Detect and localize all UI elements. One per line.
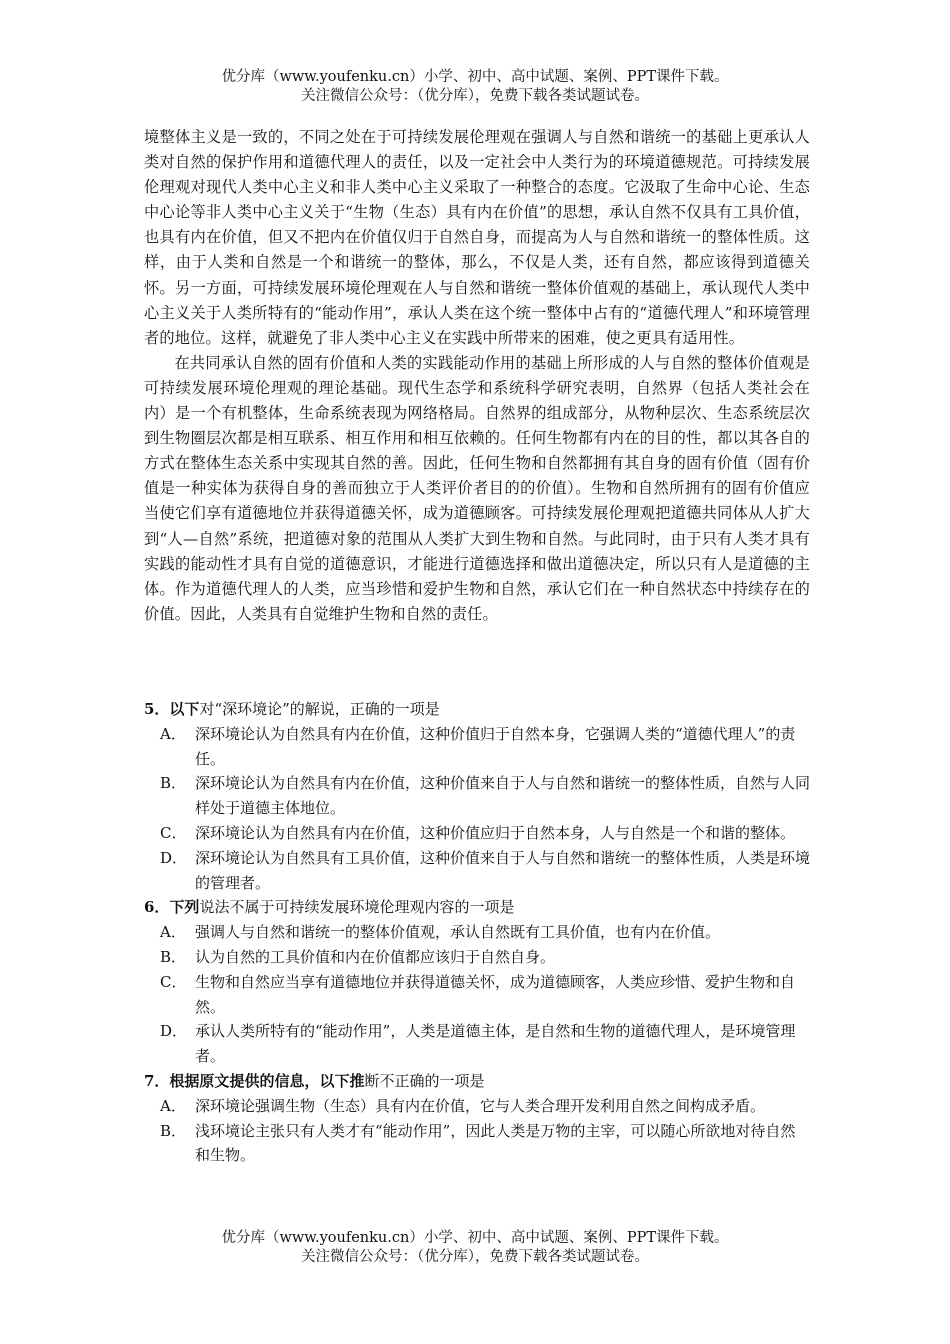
option-text: 浅环境论主张只有人类才有“能动作用”，因此人类是万物的主宰，可以随心所欲地对待自然和生物。 [195, 1121, 796, 1165]
question-7-text: 断不正确的一项是 [364, 1071, 485, 1090]
option-letter: A． [160, 923, 186, 942]
question-6-option-c [144, 970, 810, 1020]
option-letter: D． [160, 1022, 188, 1041]
page-footer [0, 1229, 950, 1267]
header-line-1: 优分库（www.youfenku.cn）小学、初中、高中试题、案例、PPT课件下载。 [221, 69, 729, 85]
option-text: 深环境论认为自然具有内在价值，这种价值归于自然本身，它强调人类的“道德代理人”的责任。 [195, 724, 796, 768]
option-letter: A． [160, 724, 186, 743]
option-text: 深环境论认为自然具有内在价值，这种价值来自于人与自然和谐统一的整体性质，自然与人同样处于道德主体地位。 [195, 774, 811, 818]
question-7-option-b [144, 1119, 810, 1169]
question-5-option-d [144, 846, 810, 896]
article-body [144, 125, 810, 627]
question-5-option-b [144, 771, 810, 821]
question-5-text: 对“深环境论”的解说，正确的一项是 [199, 700, 440, 718]
question-6 [144, 895, 810, 1069]
option-text: 强调人与自然和谐统一的整体价值观，承认自然既有工具价值，也有内在价值。 [195, 923, 721, 942]
option-letter: B． [160, 1121, 187, 1140]
question-5-option-c [144, 821, 810, 846]
question-7-stem [144, 1069, 810, 1094]
question-5 [144, 697, 810, 895]
article-paragraph-2: 在共同承认自然的固有价值和人类的实践能动作用的基础上所形成的人与自然的整体价值观是可持续发展环境伦理观的理论基础。现代生态学和系统科学研究表明，自然界（包括人类社会在内）是一个有机整体，生命系统表现为网络格局。自然界的组成部分，从物种层次、生态系统层次到生物圈层次都是相互联系、相互作用和相互依赖的。任何生物都有内在的目的性，都以其各自的方式在整体生态关系中实现其自然的善。因此，任何生物和自然都拥有其自身的固有价值（固有价值是一种实体为获得自身的善而独立于人类评价者目的的价值）。生物和自然所拥有的固有价值应当使它们享有道德地位并获得道德关怀，成为道德顾客。可持续发展伦理观把道德共同体从人扩大到“人—自然”系统，把道德对象的范围从人类扩大到生物和自然。与此同时，由于只有人类才具有实践的能动性才具有自觉的道德意识，才能进行道德选择和做出道德决定，所以只有人是道德的主体。作为道德代理人的人类，应当珍惜和爱护生物和自然，承认它们在一种自然状态中持续存在的价值。因此，人类具有自觉维护生物和自然的责任。 [144, 353, 810, 623]
option-text: 承认人类所特有的“能动作用”，人类是道德主体，是自然和生物的道德代理人，是环境管理者。 [195, 1022, 796, 1066]
header-line-2: 关注微信公众号：（优分库），免费下载各类试题试卷。 [301, 88, 649, 104]
question-6-option-a [144, 920, 810, 945]
option-letter: A． [160, 1096, 186, 1115]
question-7-number: 7．根据原文提供的信息，以下推 [144, 1071, 365, 1090]
option-letter: C． [160, 972, 187, 991]
option-text: 生物和自然应当享有道德地位并获得道德关怀，成为道德顾客，人类应珍惜、爱护生物和自然。 [195, 972, 796, 1016]
option-text: 深环境论认为自然具有内在价值，这种价值应归于自然本身，人与自然是一个和谐的整体。 [195, 823, 796, 842]
option-text: 认为自然的工具价值和内在价值都应该归于自然自身。 [195, 947, 556, 966]
page-header [0, 68, 950, 106]
question-6-stem [144, 895, 810, 920]
footer-line-1: 优分库（www.youfenku.cn）小学、初中、高中试题、案例、PPT课件下载。 [221, 1230, 729, 1246]
question-7-option-a [144, 1094, 810, 1119]
option-letter: C． [160, 823, 187, 842]
question-7 [144, 1069, 810, 1168]
question-6-number: 6．下列 [144, 898, 200, 917]
question-5-option-a [144, 722, 810, 772]
option-letter: B． [160, 947, 187, 966]
option-letter: B． [160, 774, 187, 793]
option-text: 深环境论认为自然具有工具价值，这种价值来自于人与自然和谐统一的整体性质，人类是环境的管理者。 [195, 848, 811, 892]
question-6-option-b [144, 945, 810, 970]
question-6-option-d [144, 1019, 810, 1069]
question-5-stem [144, 697, 810, 722]
question-6-text: 说法不属于可持续发展环境伦理观内容的一项是 [199, 898, 515, 917]
question-5-number: 5．以下 [144, 700, 200, 718]
footer-line-2: 关注微信公众号：（优分库），免费下载各类试题试卷。 [301, 1249, 649, 1265]
article-paragraph-1: 境整体主义是一致的，不同之处在于可持续发展伦理观在强调人与自然和谐统一的基础上更承认人类对自然的保护作用和道德代理人的责任，以及一定社会中人类行为的环境道德规范。可持续发展伦理观对现代人类中心主义和非人类中心主义采取了一种整合的态度。它汲取了生命中心论、生态中心论等非人类中心主义关于“生物（生态）具有内在价值”的思想，承认自然不仅具有工具价值，也具有内在价值，但又不把内在价值仅归于自然自身，而提高为人与自然和谐统一的整体性质。这样，由于人类和自然是一个和谐统一的整体，那么，不仅是人类，还有自然，都应该得到道德关怀。另一方面，可持续发展环境伦理观在人与自然和谐统一整体价值观的基础上，承认现代人类中心主义关于人类所特有的“能动作用”，承认人类在这个统一整体中占有的“道德代理人”和环境管理者的地位。这样，就避免了非人类中心主义在实践中所带来的困难，使之更具有适用性。 [144, 128, 810, 347]
option-text: 深环境论强调生物（生态）具有内在价值，它与人类合理开发利用自然之间构成矛盾。 [195, 1096, 766, 1115]
question-section [144, 697, 810, 1168]
option-letter: D． [160, 848, 188, 867]
